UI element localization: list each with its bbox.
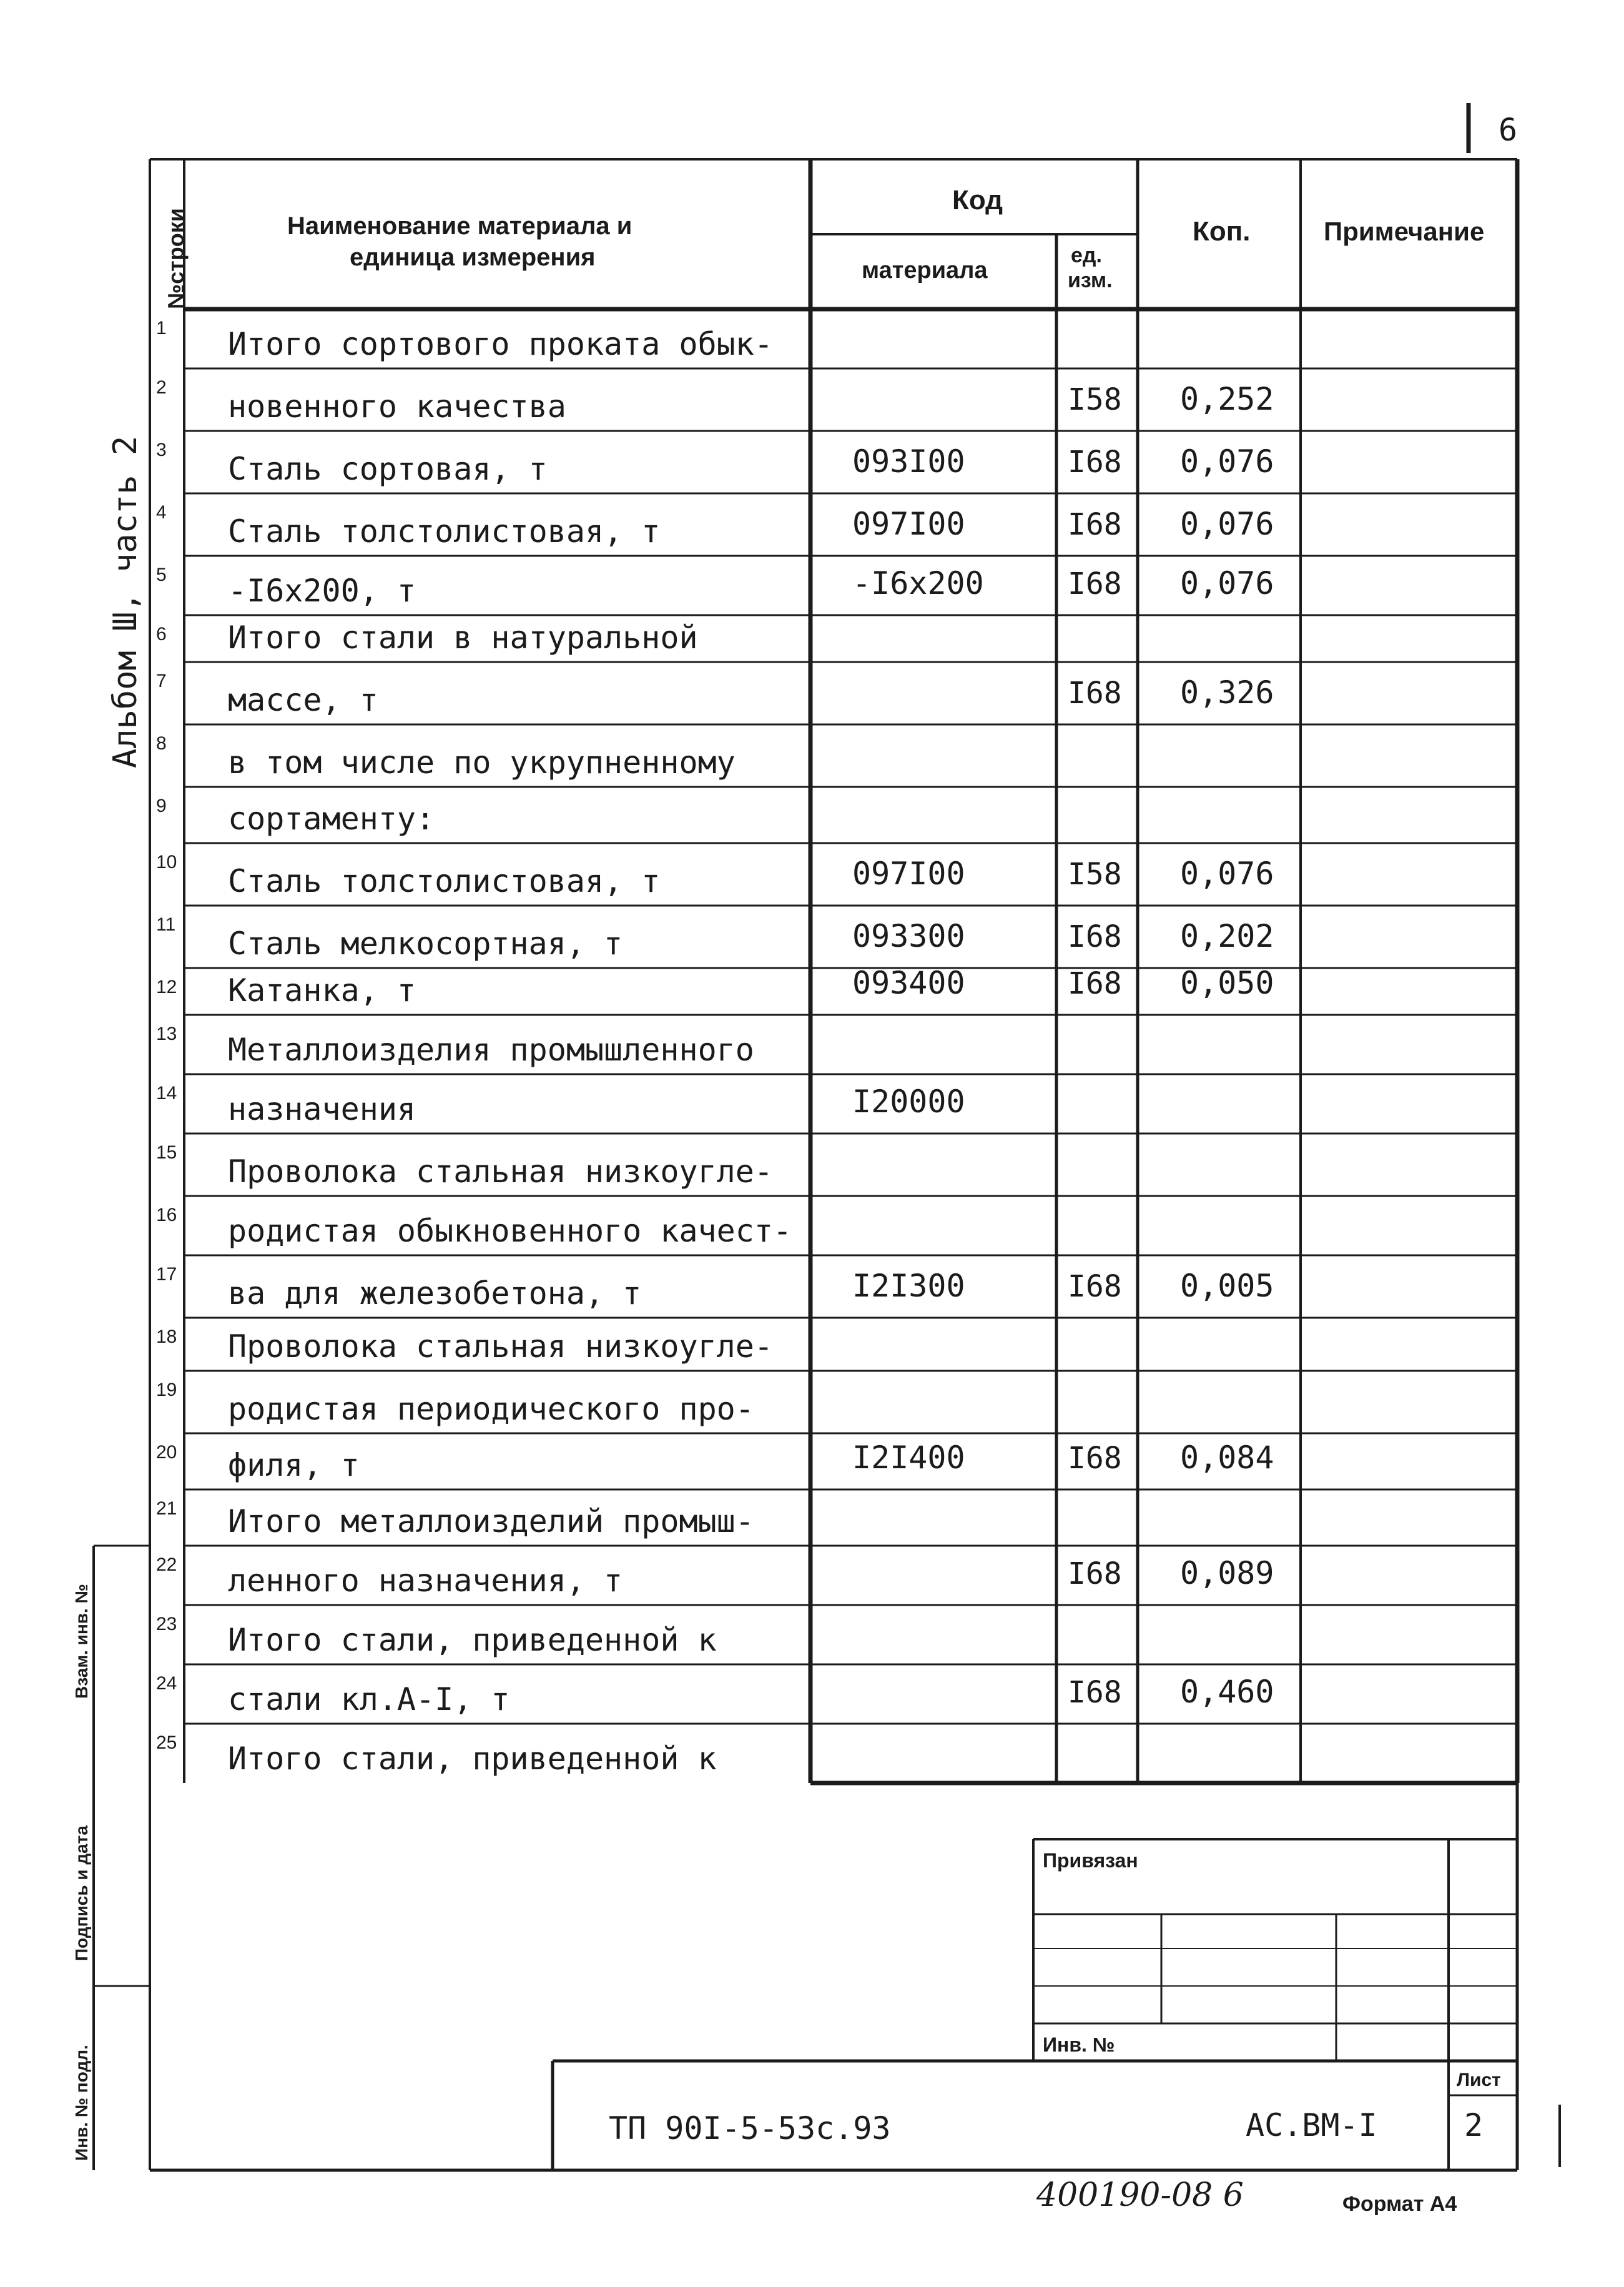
row-name: Итого сортового проката обык- bbox=[228, 326, 773, 362]
row-name: ва для железобетона, т bbox=[228, 1275, 642, 1311]
row-code: I2I400 bbox=[852, 1440, 965, 1476]
row-unit: I68 bbox=[1068, 1441, 1122, 1476]
header-name-line2: единица измерения bbox=[350, 244, 596, 271]
row-number: 15 bbox=[156, 1142, 177, 1163]
title-block-sheet-code: АС.ВМ-I bbox=[1246, 2107, 1377, 2143]
header-code-material: материала bbox=[862, 257, 988, 284]
row-name: Сталь сортовая, т bbox=[228, 451, 548, 487]
row-unit: I68 bbox=[1068, 566, 1122, 601]
row-quantity: 0,252 bbox=[1180, 381, 1274, 417]
row-name: Итого стали, приведенной к bbox=[228, 1741, 717, 1777]
row-number: 2 bbox=[156, 377, 167, 398]
row-name: ленного назначения, т bbox=[228, 1563, 623, 1599]
header-note: Примечание bbox=[1324, 217, 1485, 246]
title-block-sheet-number: 2 bbox=[1464, 2107, 1484, 2143]
row-number: 11 bbox=[156, 914, 176, 935]
header-code-unit-1: ед. bbox=[1071, 244, 1102, 267]
row-quantity: 0,460 bbox=[1180, 1674, 1274, 1710]
row-name: назначения bbox=[228, 1091, 416, 1127]
row-quantity: 0,084 bbox=[1180, 1440, 1274, 1476]
row-quantity: 0,076 bbox=[1180, 506, 1274, 542]
row-quantity: 0,089 bbox=[1180, 1555, 1274, 1591]
row-code: 097I00 bbox=[852, 506, 965, 542]
row-number: 8 bbox=[156, 733, 167, 754]
footer-format: Формат А4 bbox=[1342, 2192, 1457, 2216]
row-name: сортаменту: bbox=[228, 801, 435, 837]
title-block-doc-code: ТП 90I-5-53с.93 bbox=[609, 2110, 891, 2146]
row-name: Проволока стальная низкоугле- bbox=[228, 1153, 773, 1190]
row-number: 24 bbox=[156, 1673, 177, 1694]
row-code: I2I300 bbox=[852, 1268, 965, 1304]
row-unit: I68 bbox=[1068, 966, 1122, 1001]
row-name: Итого металлоизделий промыш- bbox=[228, 1503, 754, 1539]
side-stamp-vzam-inv: Взам. инв. № bbox=[72, 1584, 91, 1699]
header-name-line1: Наименование материала и bbox=[287, 212, 632, 240]
row-unit: I68 bbox=[1068, 676, 1122, 711]
row-name: Сталь мелкосортная, т bbox=[228, 926, 623, 962]
table-body bbox=[156, 318, 1274, 1777]
row-name: Итого стали в натуральной bbox=[228, 620, 698, 656]
row-unit: I68 bbox=[1068, 919, 1122, 954]
row-number: 23 bbox=[156, 1614, 177, 1634]
header-quantity: Коп. bbox=[1193, 216, 1251, 247]
row-number: 22 bbox=[156, 1554, 177, 1575]
album-side-title: Альбом Ш, часть 2 bbox=[107, 435, 144, 768]
row-number: 18 bbox=[156, 1326, 177, 1347]
row-number: 19 bbox=[156, 1380, 177, 1400]
row-unit: I68 bbox=[1068, 445, 1122, 480]
row-name: стали кл.А-I, т bbox=[228, 1681, 510, 1717]
row-name: филя, т bbox=[228, 1447, 360, 1483]
row-name: родистая периодического про- bbox=[228, 1391, 754, 1427]
row-number: 9 bbox=[156, 796, 167, 816]
header-row-number: №строки bbox=[163, 208, 189, 309]
row-unit: I68 bbox=[1068, 507, 1122, 542]
page-number: 6 bbox=[1499, 112, 1518, 148]
row-name: Сталь толстолистовая, т bbox=[228, 513, 661, 550]
row-code: -I6x200 bbox=[852, 565, 984, 601]
row-name: в том числе по укрупненному bbox=[228, 744, 736, 781]
row-number: 7 bbox=[156, 671, 167, 691]
row-number: 16 bbox=[156, 1205, 177, 1225]
title-block-inv-no: Инв. № bbox=[1043, 2033, 1115, 2056]
row-number: 10 bbox=[156, 852, 177, 872]
row-name: Итого стали, приведенной к bbox=[228, 1622, 717, 1658]
row-quantity: 0,326 bbox=[1180, 674, 1274, 711]
row-quantity: 0,076 bbox=[1180, 856, 1274, 892]
row-code: 093I00 bbox=[852, 443, 965, 480]
row-name: Проволока стальная низкоугле- bbox=[228, 1328, 773, 1365]
row-number: 1 bbox=[156, 318, 167, 338]
row-unit: I68 bbox=[1068, 1556, 1122, 1591]
row-code: I20000 bbox=[852, 1084, 965, 1120]
row-name: массе, т bbox=[228, 682, 378, 718]
row-unit: I68 bbox=[1068, 1675, 1122, 1710]
row-code: 097I00 bbox=[852, 856, 965, 892]
row-number: 6 bbox=[156, 624, 167, 645]
row-number: 12 bbox=[156, 977, 177, 997]
row-name: Сталь толстолистовая, т bbox=[228, 863, 661, 899]
row-unit: I58 bbox=[1068, 857, 1122, 892]
row-number: 14 bbox=[156, 1083, 177, 1104]
footer-handwritten-number: 400190-08 6 bbox=[1036, 2176, 1244, 2214]
row-number: 5 bbox=[156, 565, 167, 585]
row-code: 093400 bbox=[852, 965, 965, 1001]
row-number: 4 bbox=[156, 502, 167, 523]
row-unit: I68 bbox=[1068, 1269, 1122, 1304]
row-number: 17 bbox=[156, 1264, 177, 1285]
row-number: 20 bbox=[156, 1442, 177, 1463]
row-name: Катанка, т bbox=[228, 972, 416, 1009]
side-stamp-inv-podl: Инв. № подл. bbox=[72, 2045, 91, 2161]
row-quantity: 0,005 bbox=[1180, 1268, 1274, 1304]
side-stamp-signature-date: Подпись и дата bbox=[72, 1825, 91, 1961]
row-name: -I6x200, т bbox=[228, 573, 416, 609]
row-quantity: 0,050 bbox=[1180, 965, 1274, 1001]
row-number: 3 bbox=[156, 440, 167, 460]
title-block-attached: Привязан bbox=[1043, 1849, 1138, 1872]
row-code: 093300 bbox=[852, 918, 965, 954]
row-unit: I58 bbox=[1068, 382, 1122, 417]
row-number: 25 bbox=[156, 1732, 177, 1753]
row-quantity: 0,076 bbox=[1180, 565, 1274, 601]
row-number: 13 bbox=[156, 1024, 177, 1044]
row-name: родистая обыкновенного качест- bbox=[228, 1213, 792, 1249]
row-quantity: 0,076 bbox=[1180, 443, 1274, 480]
row-name: новенного качества bbox=[228, 388, 566, 425]
row-number: 21 bbox=[156, 1498, 177, 1519]
header-code: Код bbox=[952, 185, 1003, 215]
row-name: Металлоизделия промышленного bbox=[228, 1032, 754, 1068]
header-code-unit-2: изм. bbox=[1068, 269, 1113, 292]
row-quantity: 0,202 bbox=[1180, 918, 1274, 954]
title-block-sheet-label: Лист bbox=[1457, 2070, 1501, 2090]
